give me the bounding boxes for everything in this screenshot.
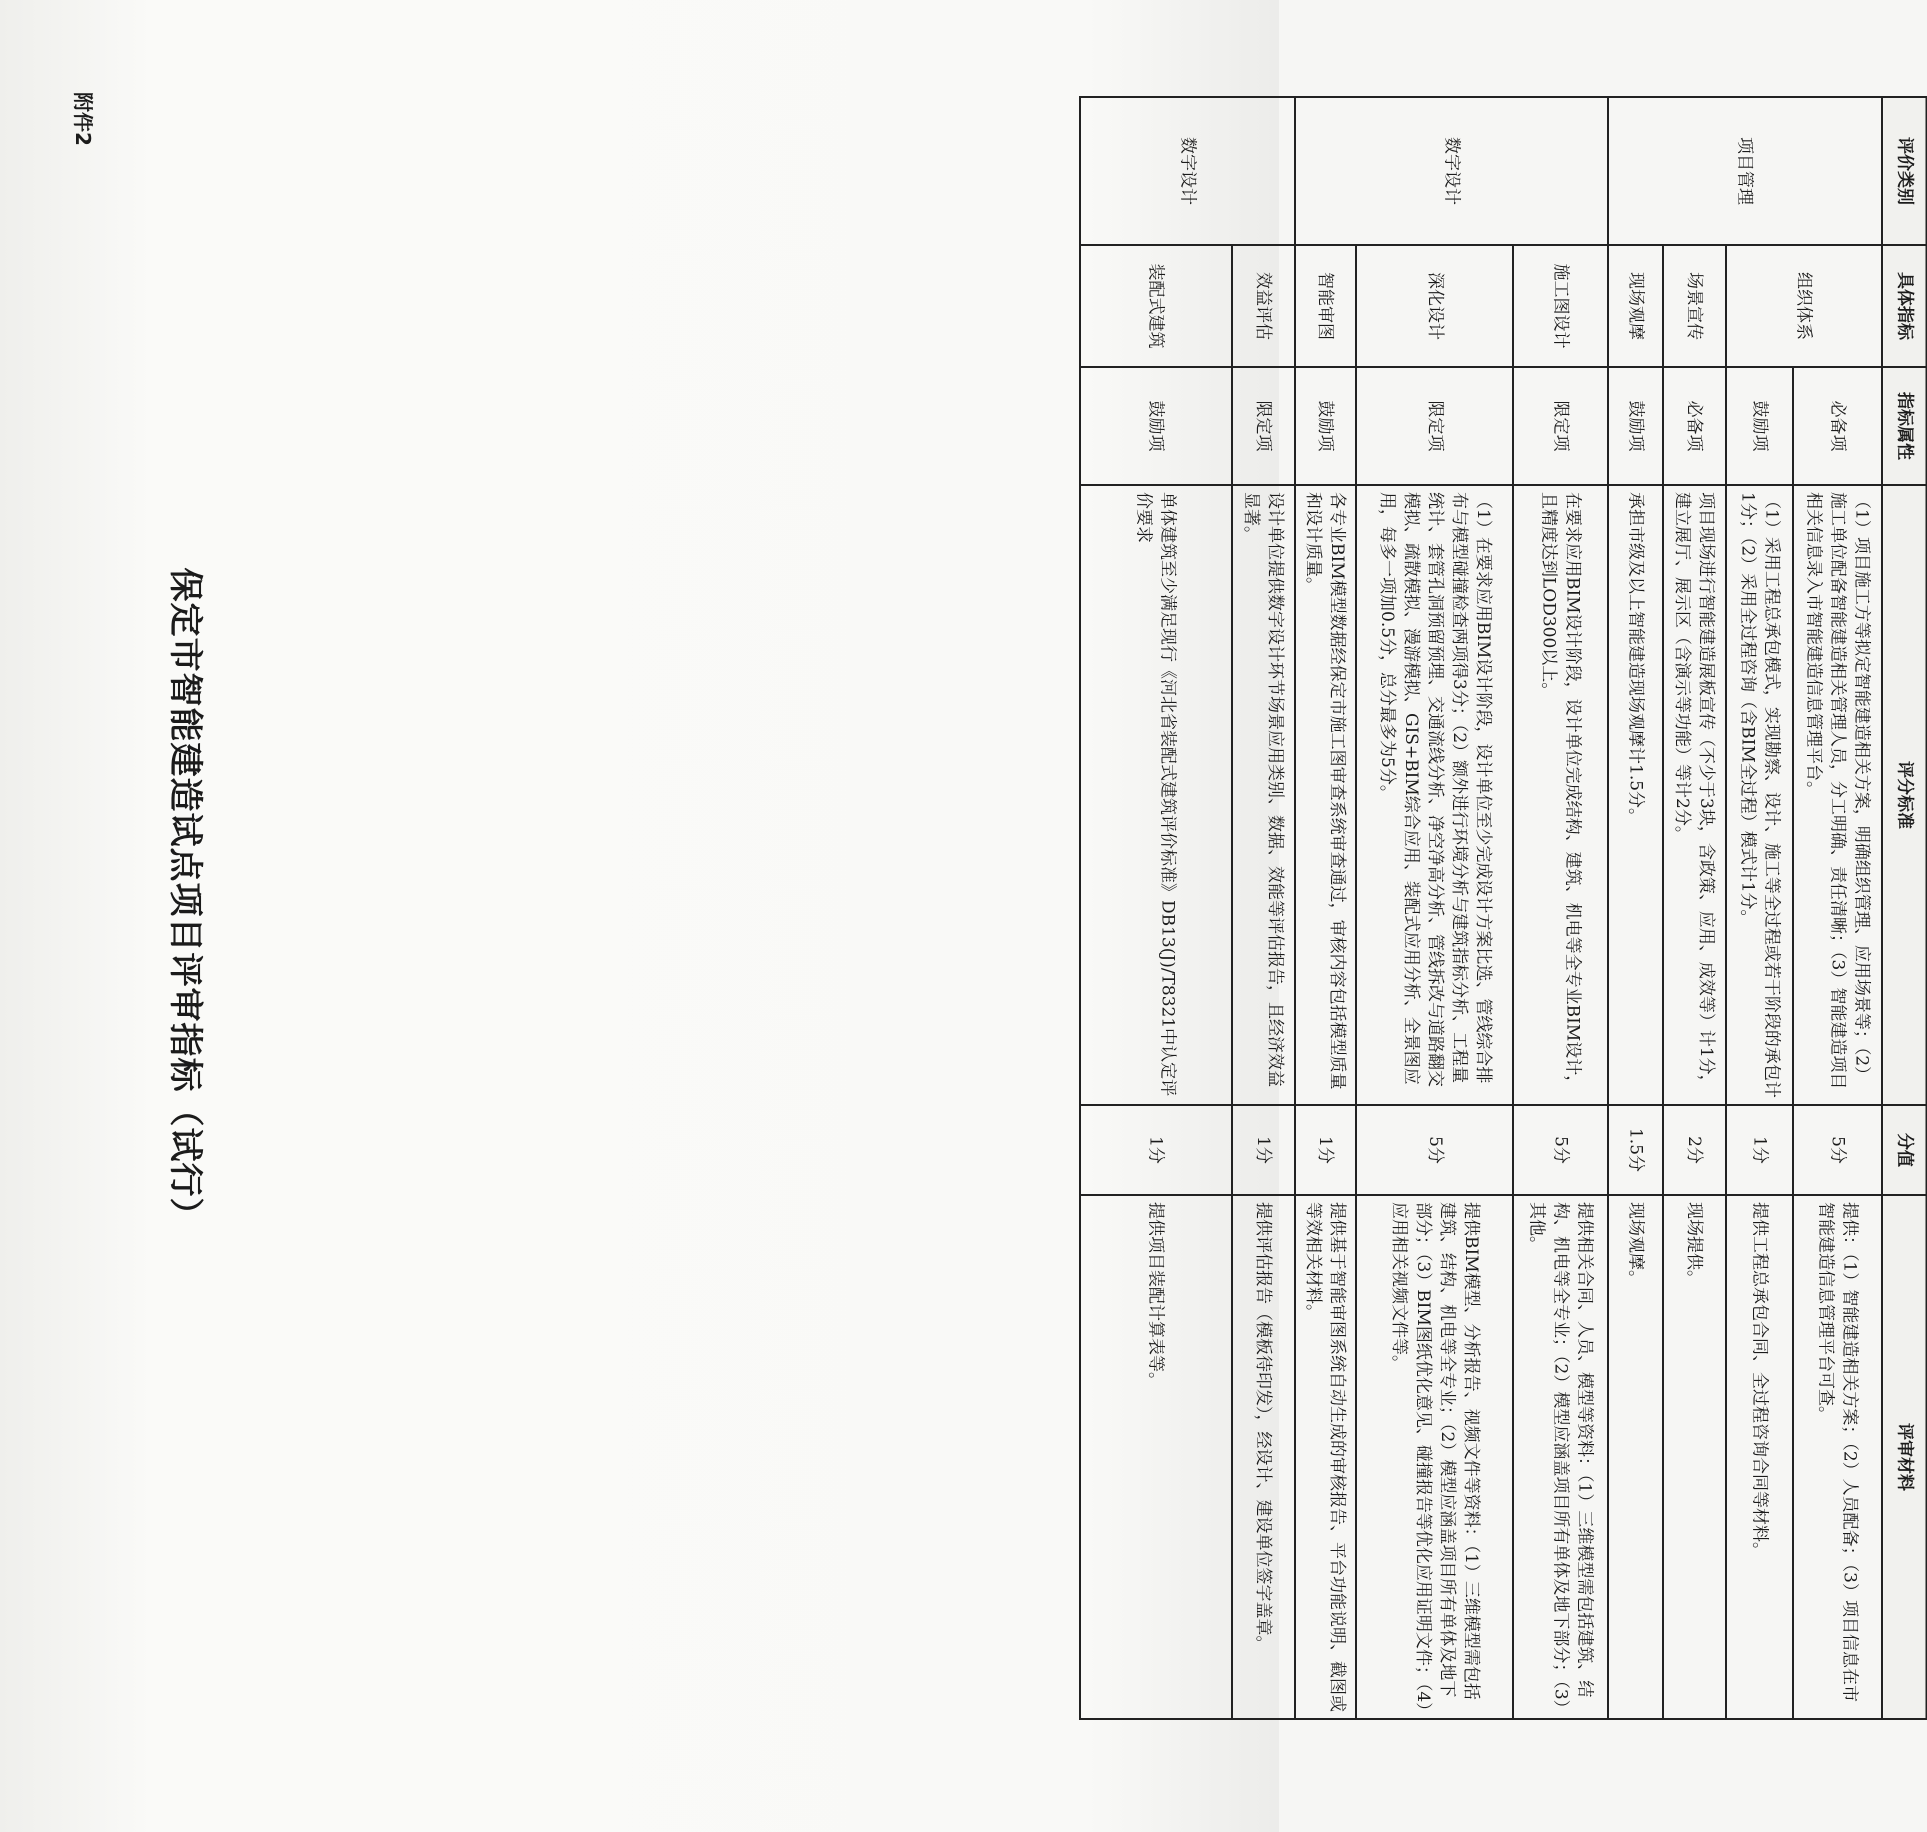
criteria-cell: 单体建筑至少满足现行《河北省装配式建筑评价标准》DB13(J)/T8321中认定评价要求 <box>1080 485 1232 1105</box>
header-indicator: 具体指标 <box>1882 245 1926 367</box>
score-cell: 1分 <box>1726 1105 1793 1195</box>
attribute-cell: 限定项 <box>1232 367 1295 485</box>
score-cell: 1分 <box>1232 1105 1295 1195</box>
table-row <box>1513 97 1608 1719</box>
indicator-cell: 施工图设计 <box>1513 245 1608 367</box>
score-cell: 1.5分 <box>1608 1105 1663 1195</box>
indicator-cell: 深化设计 <box>1356 245 1514 367</box>
score-cell: 5分 <box>1793 1105 1881 1195</box>
materials-cell: 提供工程总承包合同、全过程咨询合同等材料。 <box>1726 1195 1793 1719</box>
attribute-cell: 限定项 <box>1356 367 1514 485</box>
table-row <box>1663 97 1726 1719</box>
header-criteria: 评分标准 <box>1882 485 1926 1105</box>
category-project-management: 项目管理 <box>1608 97 1882 245</box>
category-digital-design: 数字设计 <box>1295 97 1609 245</box>
materials-cell: 提供：（1）智能建造相关方案；（2）人员配备；（3）项目信息在市智能建造信息管理平台可查。 <box>1793 1195 1881 1719</box>
criteria-cell: 项目现场进行智能建造展板宣传（不少于3块，含政策、应用、成效等）计1分，建立展厅、展示区（含演示等功能）等计2分。 <box>1663 485 1726 1105</box>
score-cell: 1分 <box>1295 1105 1356 1195</box>
materials-cell: 提供项目装配计算表等。 <box>1080 1195 1232 1719</box>
attribute-cell: 必备项 <box>1663 367 1726 485</box>
attribute-cell: 鼓励项 <box>1608 367 1663 485</box>
header-score: 分值 <box>1882 1105 1926 1195</box>
criteria-cell: 各专业BIM模型数据经保定市施工图审查系统审查通过，审核内容包括模型质量和设计质量。 <box>1295 485 1356 1105</box>
score-cell: 1分 <box>1080 1105 1232 1195</box>
criteria-cell: （1）项目施工方等拟定智能建造相关方案，明确组织管理、应用场景等；（2）施工单位配备智能建造相关管理人员，分工明确、责任清晰；（3）智能建造项目相关信息录入市智能建造信息管理平台。 <box>1793 485 1881 1105</box>
indicator-cell: 现场观摩 <box>1608 245 1663 367</box>
materials-cell: 提供BIM模型、分析报告、视频文件等资料：（1）三维模型需包括建筑、结构、机电等全专业；（2）模型应涵盖项目所有单体及地下部分；（3）BIM图纸优化意见、碰撞报告等优化应用证明文件；（4）应用相关视频文件等。 <box>1356 1195 1514 1719</box>
table-row <box>1356 97 1514 1719</box>
table-row <box>1295 97 1356 1719</box>
category-digital-design: 数字设计 <box>1080 97 1295 245</box>
indicator-cell: 组织体系 <box>1726 245 1882 367</box>
attribute-cell: 鼓励项 <box>1080 367 1232 485</box>
criteria-cell: 承担市级及以上智能建造现场观摩计1.5分。 <box>1608 485 1663 1105</box>
materials-cell: 现场提供。 <box>1663 1195 1726 1719</box>
evaluation-table <box>1079 96 1927 1720</box>
materials-cell: 提供相关合同、人员、模型等资料：（1）三维模型需包括建筑、结构、机电等全专业；（2）模型应涵盖项目所有单体及地下部分；（3）其他。 <box>1513 1195 1608 1719</box>
indicator-cell: 场景宣传 <box>1663 245 1726 367</box>
criteria-cell: 在要求应用BIM设计阶段，设计单位完成结构、建筑、机电等全专业BIM设计，且精度达到LOD300以上。 <box>1513 485 1608 1105</box>
criteria-cell: 设计单位提供数字设计环节场景应用类别、数据、效能等评估报告，且经济效益显著。 <box>1232 485 1295 1105</box>
score-cell: 2分 <box>1663 1105 1726 1195</box>
attribute-cell: 限定项 <box>1513 367 1608 485</box>
indicator-cell: 装配式建筑 <box>1080 245 1232 367</box>
indicator-cell: 智能审图 <box>1295 245 1356 367</box>
materials-cell: 提供基于智能审图系统自动生成的审核报告、平台功能说明、截图或等效相关材料。 <box>1295 1195 1356 1719</box>
attribute-cell: 必备项 <box>1793 367 1881 485</box>
document-title: 保定市智能建造试点项目评审指标（试行） <box>165 567 205 1233</box>
header-category: 评价类别 <box>1882 97 1926 245</box>
table-row <box>1232 97 1295 1719</box>
criteria-cell: （1）在要求应用BIM设计阶段，设计单位至少完成设计方案比选、管线综合排布与模型碰撞检查两项得3分；（2）额外进行环境分析与建筑指标分析、工程量统计、套管孔洞预留预埋、交通流线分析、净空净高分析、管线拆改与道路翻交模拟、疏散模拟、漫游模拟、GIS+BIM综合应用、装配式应用分析、全景图应用，每多一项加0.5分，总分最多为5分。 <box>1356 485 1514 1105</box>
attachment-label: 附件2 <box>71 92 95 146</box>
table-row <box>1608 97 1663 1719</box>
score-cell: 5分 <box>1356 1105 1514 1195</box>
table-row <box>1726 97 1793 1719</box>
criteria-cell: （1）采用工程总承包模式，实现勘察、设计、施工等全过程或若干阶段的承包计1分；（2）采用全过程咨询（含BIM全过程）模式计1分。 <box>1726 485 1793 1105</box>
attribute-cell: 鼓励项 <box>1726 367 1793 485</box>
materials-cell: 提供评估报告（模板待印发），经设计、建设单位签字盖章。 <box>1232 1195 1295 1719</box>
materials-cell: 现场观摩。 <box>1608 1195 1663 1719</box>
header-attribute: 指标属性 <box>1882 367 1926 485</box>
indicator-cell: 效益评估 <box>1232 245 1295 367</box>
table-row <box>1080 97 1232 1719</box>
score-cell: 5分 <box>1513 1105 1608 1195</box>
table-header-row <box>1882 97 1926 1719</box>
header-materials: 评审材料 <box>1882 1195 1926 1719</box>
attribute-cell: 鼓励项 <box>1295 367 1356 485</box>
